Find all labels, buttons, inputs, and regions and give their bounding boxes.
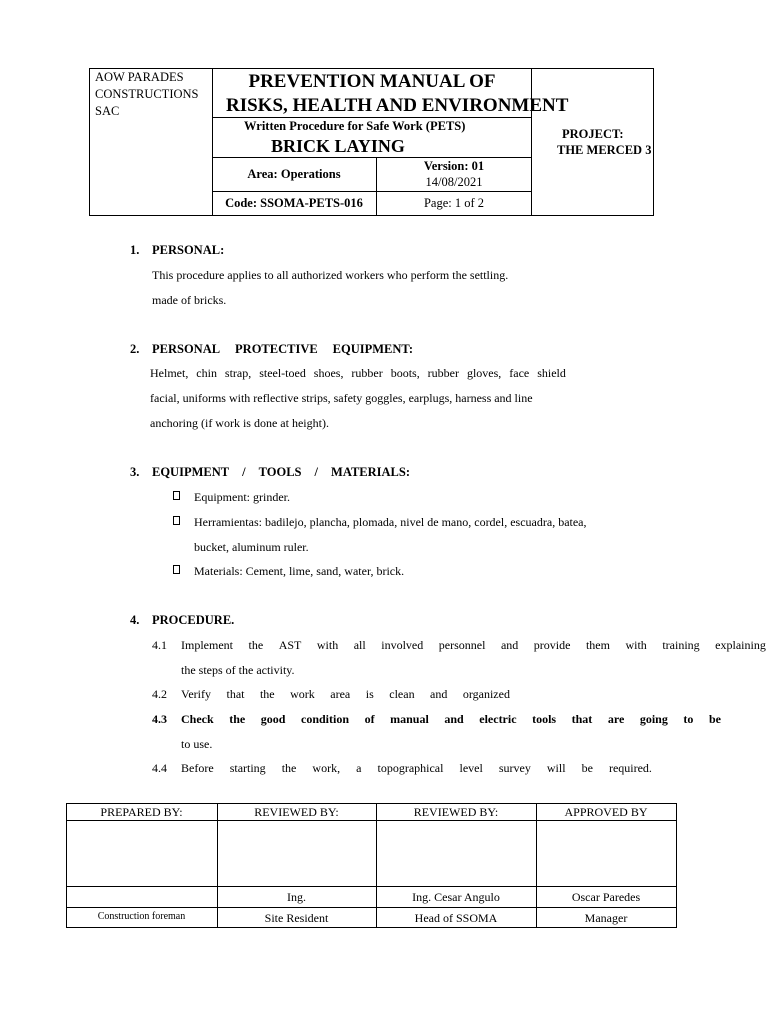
word: are bbox=[607, 712, 625, 726]
word: personnel bbox=[438, 638, 486, 652]
list-item-continuation: bucket, aluminum ruler. bbox=[194, 540, 309, 554]
word: be bbox=[708, 712, 721, 726]
signer-name: Ing. bbox=[287, 890, 306, 904]
step-number: 4.2 bbox=[152, 687, 167, 701]
word: the bbox=[281, 761, 297, 775]
word: the bbox=[248, 638, 264, 652]
word: to bbox=[683, 712, 694, 726]
step-text bbox=[181, 638, 766, 653]
word: manual bbox=[390, 712, 429, 726]
word: survey bbox=[498, 761, 531, 775]
section-number: 1. bbox=[130, 243, 140, 257]
signer-role: Site Resident bbox=[264, 911, 329, 925]
signer-name: Oscar Paredes bbox=[571, 890, 641, 904]
word: organized bbox=[462, 687, 510, 701]
heading-word: EQUIPMENT: bbox=[332, 342, 413, 356]
word: and bbox=[444, 712, 464, 726]
word: gloves, bbox=[466, 366, 502, 380]
word: of bbox=[364, 712, 375, 726]
prepared-by-header: PREPARED BY: bbox=[100, 805, 183, 819]
section-heading bbox=[152, 342, 413, 357]
company-name-line2: CONSTRUCTIONS bbox=[95, 87, 199, 101]
step-text-continuation: the steps of the activity. bbox=[181, 663, 295, 677]
word: shield bbox=[537, 366, 566, 380]
section-number: 3. bbox=[130, 465, 140, 479]
step-number: 4.3 bbox=[152, 712, 167, 726]
section-text-line: made of bricks. bbox=[152, 293, 227, 307]
word: that bbox=[226, 687, 245, 701]
version-label: Version: 01 bbox=[423, 159, 485, 173]
word: the bbox=[229, 712, 246, 726]
list-item: Equipment: grinder. bbox=[194, 490, 290, 504]
section-heading: PERSONAL: bbox=[152, 243, 225, 257]
step-text bbox=[181, 687, 510, 702]
word: a bbox=[356, 761, 362, 775]
word: that bbox=[571, 712, 593, 726]
word: electric bbox=[479, 712, 517, 726]
step-text bbox=[181, 712, 721, 727]
word: the bbox=[259, 687, 275, 701]
word: tools bbox=[532, 712, 557, 726]
section-text-line bbox=[150, 366, 566, 381]
section-heading: PROCEDURE. bbox=[152, 613, 235, 627]
section-text-line: anchoring (if work is done at height). bbox=[150, 416, 329, 430]
word: shoes, bbox=[313, 366, 344, 380]
heading-word: / bbox=[242, 465, 246, 479]
step-text-continuation: to use. bbox=[181, 737, 213, 751]
word: Helmet, bbox=[150, 366, 189, 380]
word: boots, bbox=[390, 366, 420, 380]
section-number: 2. bbox=[130, 342, 140, 356]
word: Before bbox=[181, 761, 214, 775]
section-text-line: This procedure applies to all authorized workers who perform the settling. bbox=[152, 268, 509, 282]
manual-title-line1: PREVENTION MANUAL OF bbox=[248, 71, 496, 92]
word: chin bbox=[196, 366, 217, 380]
company-name-line1: AOW PARADES bbox=[95, 70, 184, 84]
bullet-icon bbox=[173, 516, 180, 525]
word: good bbox=[260, 712, 286, 726]
word: starting bbox=[229, 761, 266, 775]
signer-name: Ing. Cesar Angulo bbox=[412, 890, 500, 904]
word: and bbox=[500, 638, 519, 652]
word: face bbox=[509, 366, 530, 380]
word: and bbox=[430, 687, 448, 701]
word: is bbox=[365, 687, 374, 701]
approved-by-header: APPROVED BY bbox=[564, 805, 648, 819]
word: condition bbox=[301, 712, 350, 726]
step-number: 4.1 bbox=[152, 638, 167, 652]
bullet-icon bbox=[173, 491, 180, 500]
word: be bbox=[581, 761, 593, 775]
word: rubber bbox=[427, 366, 459, 380]
heading-word: MATERIALS: bbox=[331, 465, 410, 479]
heading-word: EQUIPMENT bbox=[152, 465, 230, 479]
word: provide bbox=[533, 638, 571, 652]
pets-subtitle: Written Procedure for Safe Work (PETS) bbox=[244, 119, 466, 133]
project-name-clip bbox=[532, 143, 653, 161]
signer-role: Head of SSOMA bbox=[414, 911, 498, 925]
word: area bbox=[330, 687, 351, 701]
list-item: Materials: Cement, lime, sand, water, brick. bbox=[194, 564, 405, 578]
word: topographical bbox=[377, 761, 444, 775]
page-number: Page: 1 of 2 bbox=[423, 196, 485, 210]
word: work bbox=[290, 687, 315, 701]
word: clean bbox=[389, 687, 415, 701]
word: all bbox=[353, 638, 366, 652]
heading-word: PERSONAL bbox=[152, 342, 221, 356]
step-text bbox=[181, 761, 652, 776]
word: explaining bbox=[715, 638, 766, 652]
reviewed-by-header: REVIEWED BY: bbox=[254, 805, 339, 819]
word: with bbox=[316, 638, 339, 652]
company-name-line3: SAC bbox=[95, 104, 120, 118]
heading-word: TOOLS bbox=[258, 465, 302, 479]
signer-role: Construction foreman bbox=[97, 911, 186, 922]
word: going bbox=[639, 712, 668, 726]
word: work, bbox=[312, 761, 341, 775]
area-label: Area: Operations bbox=[247, 167, 341, 181]
project-label: PROJECT: bbox=[562, 127, 624, 141]
step-number: 4.4 bbox=[152, 761, 167, 775]
word: strap, bbox=[224, 366, 252, 380]
heading-word: PROTECTIVE bbox=[235, 342, 318, 356]
word: will bbox=[546, 761, 566, 775]
word: Implement bbox=[181, 638, 233, 652]
word: AST bbox=[278, 638, 302, 652]
word: training bbox=[662, 638, 700, 652]
word: with bbox=[625, 638, 647, 652]
signer-role: Manager bbox=[584, 911, 628, 925]
word: rubber bbox=[351, 366, 383, 380]
list-item: Herramientas: badilejo, plancha, plomada, nivel de mano, cordel, escuadra, batea, bbox=[194, 515, 587, 529]
section-heading bbox=[152, 465, 410, 480]
word: Verify bbox=[181, 687, 211, 701]
word: them bbox=[585, 638, 610, 652]
document-code: Code: SSOMA-PETS-016 bbox=[225, 196, 363, 210]
word: level bbox=[459, 761, 483, 775]
procedure-name: BRICK LAYING bbox=[271, 136, 405, 156]
section-number: 4. bbox=[130, 613, 140, 627]
project-name: THE MERCED 3 bbox=[557, 143, 652, 157]
version-date: 14/08/2021 bbox=[425, 175, 483, 189]
word: required. bbox=[608, 761, 652, 775]
word: Check bbox=[181, 712, 214, 726]
section-text-line: facial, uniforms with reflective strips, safety goggles, earplugs, harness and line bbox=[150, 391, 533, 405]
manual-title-line2: RISKS, HEALTH AND ENVIRONMENT bbox=[226, 95, 569, 116]
reviewed-by-header: REVIEWED BY: bbox=[413, 805, 499, 819]
word: involved bbox=[381, 638, 424, 652]
bullet-icon bbox=[173, 565, 180, 574]
word: steel-toed bbox=[259, 366, 306, 380]
heading-word: / bbox=[314, 465, 319, 479]
